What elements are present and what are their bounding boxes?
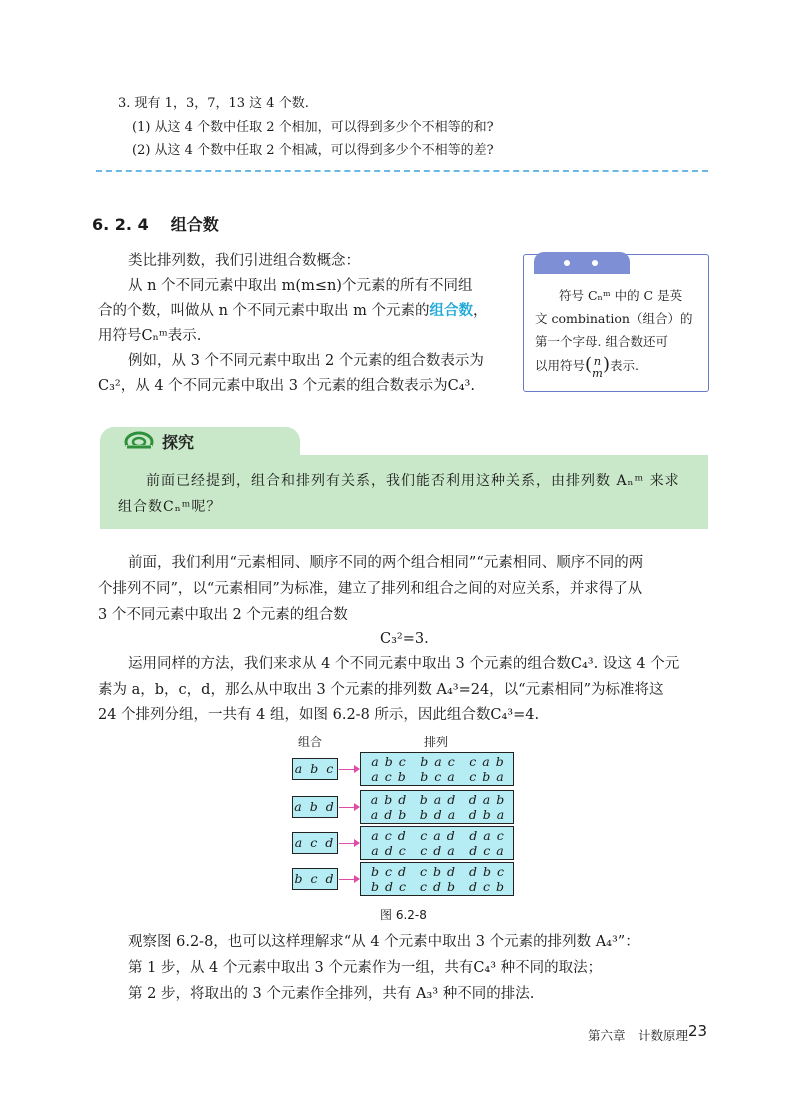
explore-line-2: 组合数Cₙᵐ呢？ bbox=[118, 499, 222, 515]
body-line: 3 个不同元素中取出 2 个元素的组合数 bbox=[98, 607, 348, 623]
arrow-right-icon bbox=[339, 769, 357, 770]
permutation-cell: c b d bbox=[420, 864, 456, 879]
note-line-4-text: 以用符号 bbox=[535, 358, 586, 373]
permutation-cell: b d c bbox=[371, 879, 407, 894]
exercise-question: 3. 现有 1，3，7，13 这 4 个数. bbox=[118, 96, 309, 111]
permutation-cell: d c b bbox=[469, 879, 505, 894]
permutation-cell: a b c bbox=[371, 754, 407, 769]
arrow-right-icon bbox=[339, 807, 357, 808]
example-line-1: 例如，从 3 个不同元素中取出 2 个元素的组合数表示为 bbox=[128, 353, 484, 369]
permutation-cell: a c b bbox=[371, 769, 407, 784]
permutation-cell: a d b bbox=[370, 807, 408, 822]
definition-line-3: 用符号Cₙᵐ表示. bbox=[98, 328, 202, 344]
intro-line: 类比排列数，我们引进组合数概念： bbox=[128, 253, 360, 269]
permutation-cell: d c a bbox=[469, 843, 505, 858]
combination-box: b c d bbox=[292, 868, 338, 890]
exercise-subquestion-2: (2) 从这 4 个数中任取 2 个相减，可以得到多少个不相等的差? bbox=[132, 143, 494, 158]
body-line: 运用同样的方法，我们来求从 4 个不同元素中取出 3 个元素的组合数C₄³. 设这 4 个元 bbox=[128, 656, 680, 672]
body-line: 个排列不同”，以“元素相同”为标准，建立了排列和组合之间的对应关系，并求得了从 bbox=[98, 581, 643, 597]
permutation-cell: d a b bbox=[468, 792, 506, 807]
side-note-tab bbox=[534, 252, 630, 274]
exercise-subquestion-1: (1) 从这 4 个数中任取 2 个相加，可以得到多少个不相等的和? bbox=[132, 120, 494, 135]
note-line-4-end: 表示. bbox=[609, 358, 639, 373]
side-note-text bbox=[535, 284, 699, 379]
permutation-cell: a d c bbox=[371, 843, 407, 858]
arrow-right-icon bbox=[339, 879, 357, 880]
figure-caption: 图 6.2-8 bbox=[380, 908, 427, 922]
combination-box: a c d bbox=[292, 832, 338, 854]
permutation-box bbox=[360, 790, 514, 824]
figure-column-perm: 排列 bbox=[424, 735, 449, 749]
permutation-cell: b a d bbox=[419, 792, 457, 807]
permutation-cell: b a c bbox=[420, 754, 456, 769]
figure-column-combo: 组合 bbox=[298, 735, 323, 749]
explore-title: 探究 bbox=[162, 433, 195, 452]
combination-box: a b d bbox=[292, 796, 338, 818]
formula: C₃²=3. bbox=[380, 631, 429, 647]
permutation-cell: c d a bbox=[420, 843, 456, 858]
term-combination-number: 组合数 bbox=[429, 302, 474, 319]
permutation-cell: d a c bbox=[469, 828, 505, 843]
example-line-2: C₃²，从 4 个不同元素中取出 3 个元素的组合数表示为C₄³. bbox=[98, 378, 475, 394]
body-line: 前面，我们利用“元素相同、顺序不同的两个组合相同”“元素相同、顺序不同的两 bbox=[128, 555, 644, 571]
explore-line-1: 前面已经提到，组合和排列有关系，我们能否利用这种关系，由排列数 Aₙᵐ 来求 bbox=[146, 473, 680, 489]
permutation-cell: b c a bbox=[420, 769, 456, 784]
arrow-right-icon bbox=[339, 843, 357, 844]
note-line-4: 以用符号( n m )表示. bbox=[535, 353, 639, 380]
footer-chapter: 第六章 计数原理 bbox=[588, 1028, 689, 1043]
permutation-cell: b d a bbox=[419, 807, 457, 822]
step-1-line: 第 1 步，从 4 个元素中取出 3 个元素作为一组，共有C₄³ 种不同的取法； bbox=[128, 960, 603, 976]
permutation-cell: c d b bbox=[420, 879, 456, 894]
note-line-1: 符号 Cₙᵐ 中的 C 是英 bbox=[559, 288, 683, 303]
combination-box: a b c bbox=[292, 758, 338, 780]
note-dot-icon bbox=[592, 260, 598, 266]
permutation-box bbox=[360, 752, 514, 786]
definition-line-2 bbox=[98, 299, 488, 323]
permutation-cell: c a d bbox=[420, 828, 456, 843]
explore-icon bbox=[124, 431, 154, 453]
binomial-symbol: n m bbox=[592, 353, 603, 380]
section-title: 组合数 bbox=[170, 215, 219, 234]
body-line: 24 个排列分组，一共有 4 组，如图 6.2-8 所示，因此组合数C₄³=4. bbox=[98, 707, 540, 723]
explore-text bbox=[118, 468, 696, 520]
note-dot-icon bbox=[564, 260, 570, 266]
permutation-cell: c a b bbox=[469, 754, 505, 769]
permutation-cell: d b a bbox=[468, 807, 506, 822]
page-number: 23 bbox=[688, 1022, 708, 1040]
permutation-cell: d b c bbox=[469, 864, 505, 879]
permutation-cell: c b a bbox=[469, 769, 505, 784]
section-number: 6. 2. 4 bbox=[92, 215, 149, 234]
note-line-2: 文 combination（组合）的 bbox=[535, 311, 693, 326]
section-heading bbox=[92, 212, 219, 235]
permutation-cell: a c d bbox=[371, 828, 407, 843]
step-2-line: 第 2 步，将取出的 3 个元素作全排列，共有 A₃³ 种不同的排法. bbox=[128, 986, 535, 1002]
note-line-3: 第一个字母. 组合数还可 bbox=[535, 334, 668, 349]
definition-text: 合的个数，叫做从 n 个不同元素中取出 m 个元素的 bbox=[98, 303, 430, 319]
permutation-box bbox=[360, 862, 514, 896]
dashed-divider bbox=[96, 170, 708, 172]
permutation-cell: a b d bbox=[370, 792, 408, 807]
permutation-box bbox=[360, 826, 514, 860]
permutation-cell: b c d bbox=[371, 864, 407, 879]
body-line: 观察图 6.2-8，也可以这样理解求“从 4 个元素中取出 3 个元素的排列数 A₄³”： bbox=[128, 934, 640, 950]
definition-line-1: 从 n 个不同元素中取出 m(m≤n)个元素的所有不同组 bbox=[128, 278, 473, 294]
definition-comma: ， bbox=[473, 303, 488, 319]
body-line: 素为 a，b，c，d，那么从中取出 3 个元素的排列数 A₄³=24，以“元素相同”为标准将这 bbox=[98, 682, 664, 698]
